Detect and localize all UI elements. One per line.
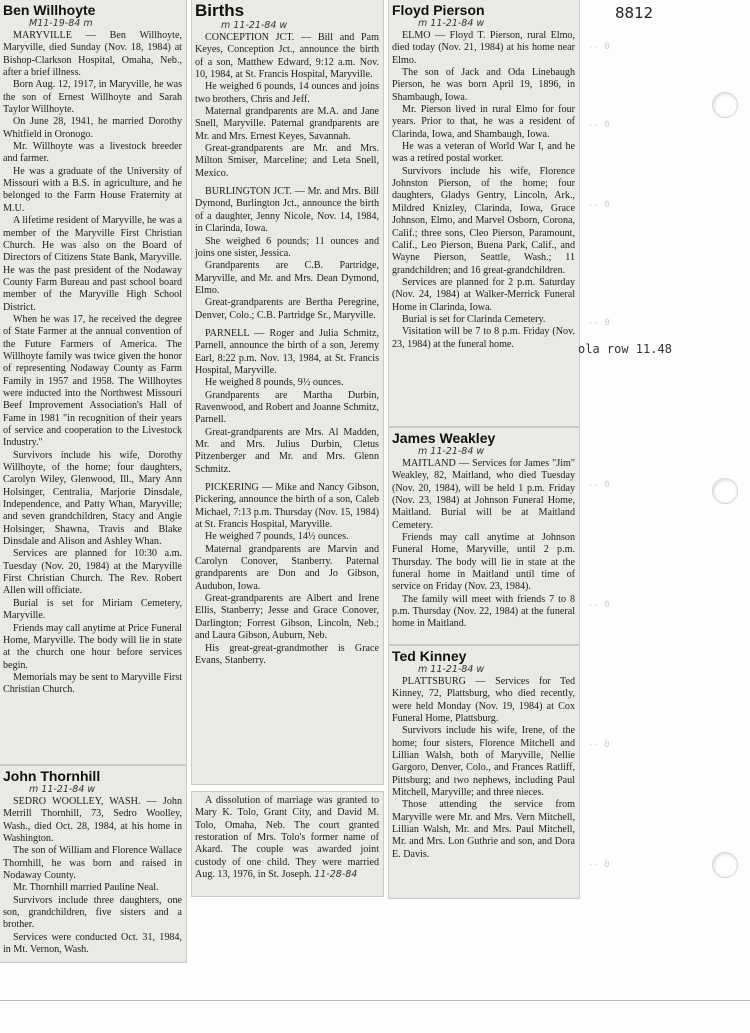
handwritten-date: m 11-21-84 w — [221, 20, 288, 31]
obituary-heading: Ben Willhoyte — [3, 2, 96, 18]
paragraph: On June 28, 1941, he married Dorothy Whitfield in Oronogo. — [3, 116, 182, 140]
paragraph: He was a veteran of World War I, and he was a retired postal worker. — [392, 141, 575, 165]
paragraph: Memorials may be sent to Maryville First Christian Church. — [3, 671, 182, 696]
clipping-births — [192, 0, 383, 784]
paragraph: The son of William and Florence Wallace Thornhill, he was born and raised in Nodaway County. — [3, 845, 182, 882]
paragraph: PICKERING — Mike and Nancy Gibson, Pickering, announce the birth of a son, Caleb Michael, 7:13 p.m. Thursday (Nov. 15, 1984) at St. Francis Hospital, Maryville. — [195, 482, 379, 531]
handwritten-date: 11-28-84 — [314, 869, 358, 881]
paragraph: A lifetime resident of Maryville, he was a member of the Maryville First Christian Church. He was also on the Board of Directors of Citizens State Bank, Maryville. He was the past president of the Nodaway County Farm Bureau and past school board member of the Maryville High School District. — [3, 215, 182, 313]
clipping-thornhill — [0, 766, 186, 962]
clipping-dissolution — [192, 792, 383, 896]
paragraph: His great-great-grandmother is Grace Evans, Stanberry. — [195, 642, 379, 666]
paragraph: Maternal grandparents are M.A. and Jane Snell, Maryville. Paternal grandparents are Mr. and Mrs. Ernest Keyes, Savannah. — [195, 106, 379, 142]
paragraph: Services are planned for 2 p.m. Saturday (Nov. 24, 1984) at Walker-Merrick Funeral Home in Clarinda, Iowa. — [392, 276, 575, 313]
paragraph: He weighed 7 pounds, 14½ ounces. — [205, 531, 349, 543]
dissolution-text: A dissolution of marriage was granted to Mary K. Tolo, Grant City, and David M. Tolo, Omaha, Neb. The court granted restoration of Mrs. Tolo's former name of Akard. The couple was awarded joint custody of one child. They were married Aug. 13, 1976, in St. Joseph. — [195, 795, 379, 881]
paragraph: SEDRO WOOLLEY, WASH. — John Merrill Thornhill, 73, Sedro Woolley, Wash., died Oct. 28, 1984, at his home in Washington. — [3, 796, 182, 845]
paragraph: She weighed 6 pounds; 11 ounces and joins one sister, Jessica. — [195, 235, 379, 259]
paragraph: The family will meet with friends 7 to 8 p.m. Thursday (Nov. 22, 1984) at the funeral home in Maitland. — [392, 593, 575, 630]
paragraph: Mr. Pierson lived in rural Elmo for four years. Prior to that, he was a resident of Clarinda, Iowa, and Shambaugh, Iowa. — [392, 104, 575, 140]
paragraph: Survivors include his wife, Irene, of the home; four sisters, Florence Mitchell and Lillian Walsh, both of Maryville, Nellie Gargoro, Denver, Colo., and Frances Ratliff, Pittsburg; and two nephews, including Paul Mitchell, Maryville; and three nieces. — [392, 725, 575, 799]
page-number: 8812 — [615, 4, 654, 22]
paragraph: Survivors include his wife, Dorothy Willhoyte, of the home; four daughters, Carolyn Wiley, Glenwood, Ill., Mary Ann Holsinger, Centralia, Marjorie Dinsdale, Independence, and Patty Whan, Maryville; and seven grandchildren, Stacy and Angie Holsinger, Shawna, Travis and Blake Dinsdale and Alison and Ashley Whan. — [3, 449, 182, 548]
bleed-mark: -- 0 — [588, 120, 610, 130]
margin-note: ola row 11.48 — [578, 342, 672, 356]
paragraph: The son of Jack and Oda Linebaugh Pierson, he was born April 19, 1896, in Shambaugh, Iowa. — [392, 67, 575, 103]
bleed-mark: -- 0 — [588, 860, 610, 870]
paragraph: PARNELL — Roger and Julia Schmitz, Parnell, announce the birth of a son, Jeremy Earl, 8:22 p.m. Nov. 13, 1984, at St. Francis Hospital, Maryville. — [195, 327, 379, 376]
paragraph: Great-grandparents are Albert and Irene Ellis, Stanberry; Jesse and Grace Conover, Darlington; Forrest Gibson, Lincoln, Neb.; and Laura Gibson, Auburn, Neb. — [195, 593, 379, 642]
paragraph: Burial is set for Clarinda Cemetery. — [402, 313, 546, 325]
paragraph: Visitation will be 7 to 8 p.m. Friday (Nov. 23, 1984) at the funeral home. — [392, 326, 575, 350]
obituary-heading: Ted Kinney — [392, 648, 467, 664]
paragraph: Survivors include his wife, Florence Johnston Pierson, of the home; four daughters, Gladys Gentry, Lincoln, Ark., Mildred Knizley, Clarinda, Iowa, Grace Johnson, Elmo, and Marvel Osborn, Corona, Calif.; three sons, Cleo Pierson, Paramount, Calif., Leo Pierson, Buena Park, Calif., and Wayne Pierson, Seattle, Wash.; 11 grandchildren; and 16 great-grandchildren. — [392, 165, 575, 276]
paragraph: Mr. Willhoyte was a livestock breeder and farmer. — [3, 141, 182, 165]
paragraph: Friends may call anytime at Price Funeral Home, Maryville. The body will lie in state at the church one hour before services begin. — [3, 622, 182, 671]
handwritten-date: m 11-21-84 w — [29, 784, 96, 795]
paragraph: Maternal grandparents are Marvin and Carolyn Conover, Stanberry. Paternal grandparents are Don and Jo Gibson, Audubon, Iowa. — [195, 543, 379, 592]
clipping-willhoyte — [0, 0, 186, 764]
handwritten-date: m 11-21-84 w — [418, 664, 485, 675]
handwritten-date: m 11-21-84 w — [418, 18, 485, 29]
handwritten-date: M11-19-84 m — [29, 18, 93, 29]
paragraph: MAITLAND — Services for James "Jim" Weakley, 82, Maitland, who died Tuesday (Nov. 20, 1984), will be held 1 p.m. Friday (Nov. 23, 1984) at Johnson Funeral Home, Maitland. Burial will be at Maitland Cemetery. — [392, 458, 575, 531]
clipping-kinney — [389, 646, 579, 898]
paragraph: Services were conducted Oct. 31, 1984, in Mt. Vernon, Wash. — [3, 931, 182, 956]
paragraph: Great-grandparents are Bertha Peregrine, Denver, Colo.; C.B. Partridge Sr., Maryville. — [195, 297, 379, 321]
paragraph: Grandparents are Martha Durbin, Ravenwood, and Robert and Joanne Schmitz, Parnell. — [195, 389, 379, 426]
paragraph: CONCEPTION JCT. — Bill and Pam Keyes, Conception Jct., announce the birth of a son, Matthew Edward, 9:12 a.m. Nov. 10, 1984, at St. Francis Hospital, Maryville. — [195, 32, 379, 81]
bleed-mark: -- 0 — [588, 42, 610, 52]
paragraph: Burial is set for Miriam Cemetery, Maryville. — [3, 597, 182, 622]
clipping-weakley — [389, 428, 579, 644]
paragraph: PLATTSBURG — Services for Ted Kinney, 72, Plattsburg, who died recently, were held Monday (Nov. 19, 1984) at Cox Funeral Home, Plattsburg. — [392, 676, 575, 725]
paragraph: Mr. Thornhill married Pauline Neal. — [13, 882, 159, 894]
paragraph: MARYVILLE — Ben Willhoyte, Maryville, died Sunday (Nov. 18, 1984) at Bishop-Clarkson Hospital, Omaha, Neb., after a brief illness. — [3, 30, 182, 79]
section-heading: Births — [195, 1, 245, 20]
clipping-pierson — [389, 0, 579, 426]
bleed-mark: -- 0 — [588, 200, 610, 210]
obituary-heading: James Weakley — [392, 430, 496, 446]
paragraph — [195, 795, 379, 881]
paragraph: Friends may call anytime at Johnson Funeral Home, Maryville, until 2 p.m. Thursday. The body will lie in state at the funeral home in Maitland until time of service on Friday (Nov. 23, 1984). — [392, 532, 575, 593]
punch-hole — [712, 478, 738, 504]
punch-hole — [712, 852, 738, 878]
bleed-mark: -- 0 — [588, 480, 610, 490]
obituary-heading: John Thornhill — [3, 768, 101, 784]
bleed-mark: -- 0 — [588, 600, 610, 610]
paragraph: He was a graduate of the University of Missouri with a B.S. in agriculture, and he belonged to the Farm House Fraternity at M.U. — [3, 165, 182, 214]
paragraph: Survivors include three daughters, one son, grandchildren, five sisters and a brother. — [3, 894, 182, 931]
paragraph: Great-grandparents are Mr. and Mrs. Milton Smiser, Marceline; and Leta Snell, Mexico. — [195, 143, 379, 179]
punch-hole — [712, 92, 738, 118]
handwritten-date: m 11-21-84 w — [418, 446, 485, 457]
paragraph: ELMO — Floyd T. Pierson, rural Elmo, died today (Nov. 21, 1984) at his home near Elmo. — [392, 30, 575, 66]
paragraph: He weighed 6 pounds, 14 ounces and joins two brothers, Chris and Jeff. — [195, 81, 379, 105]
paragraph: Grandparents are C.B. Partridge, Maryville, and Mr. and Mrs. Dean Dymond, Elmo. — [195, 260, 379, 296]
bleed-mark: -- 0 — [588, 740, 610, 750]
paragraph: Great-grandparents are Mrs. Al Madden, Mr. and Mrs. Julius Durbin, Cletus Pitzenberger and Mr. and Mrs. Glenn Schmitz. — [195, 426, 379, 475]
paragraph: Born Aug. 12, 1917, in Maryville, he was the son of Ernest Willhoyte and Sarah Taylor Willhoyte. — [3, 79, 182, 116]
obituary-heading: Floyd Pierson — [392, 2, 485, 18]
paragraph: Services are planned for 10:30 a.m. Tuesday (Nov. 20, 1984) at the Maryville First Christian Church. The Rev. Robert Allen will officiate. — [3, 548, 182, 597]
paragraph: BURLINGTON JCT. — Mr. and Mrs. Bill Dymond, Burlington Jct., announce the birth of a daughter, Jenny Nicole, Nov. 14, 1984, in Clarinda, Iowa. — [195, 186, 379, 235]
bleed-mark: -- 0 — [588, 318, 610, 328]
paragraph: Those attending the service from Maryville were Mr. and Mrs. Vern Mitchell, Lillian Walsh, Mr. and Mrs. Paul Mitchell, Mr. and Mrs. Lon Guthrie and son, and Dora E. Davis. — [392, 799, 575, 860]
paragraph: When he was 17, he received the degree of State Farmer at the annual convention of the Future Farmers of America. The Willhoyte family was twice given the honor of representing Nodaway County as Farm Family in 1957 and 1958. The Willhoytes were inducted into the Northwest Missouri Beef Improvement Association's Hall of Fame in 1981 "in recognition of their years of service and cooperation to the Livestock Industry." — [3, 313, 182, 449]
page-edge-line — [0, 1000, 750, 1001]
paragraph: He weighed 8 pounds, 9½ ounces. — [205, 377, 344, 389]
